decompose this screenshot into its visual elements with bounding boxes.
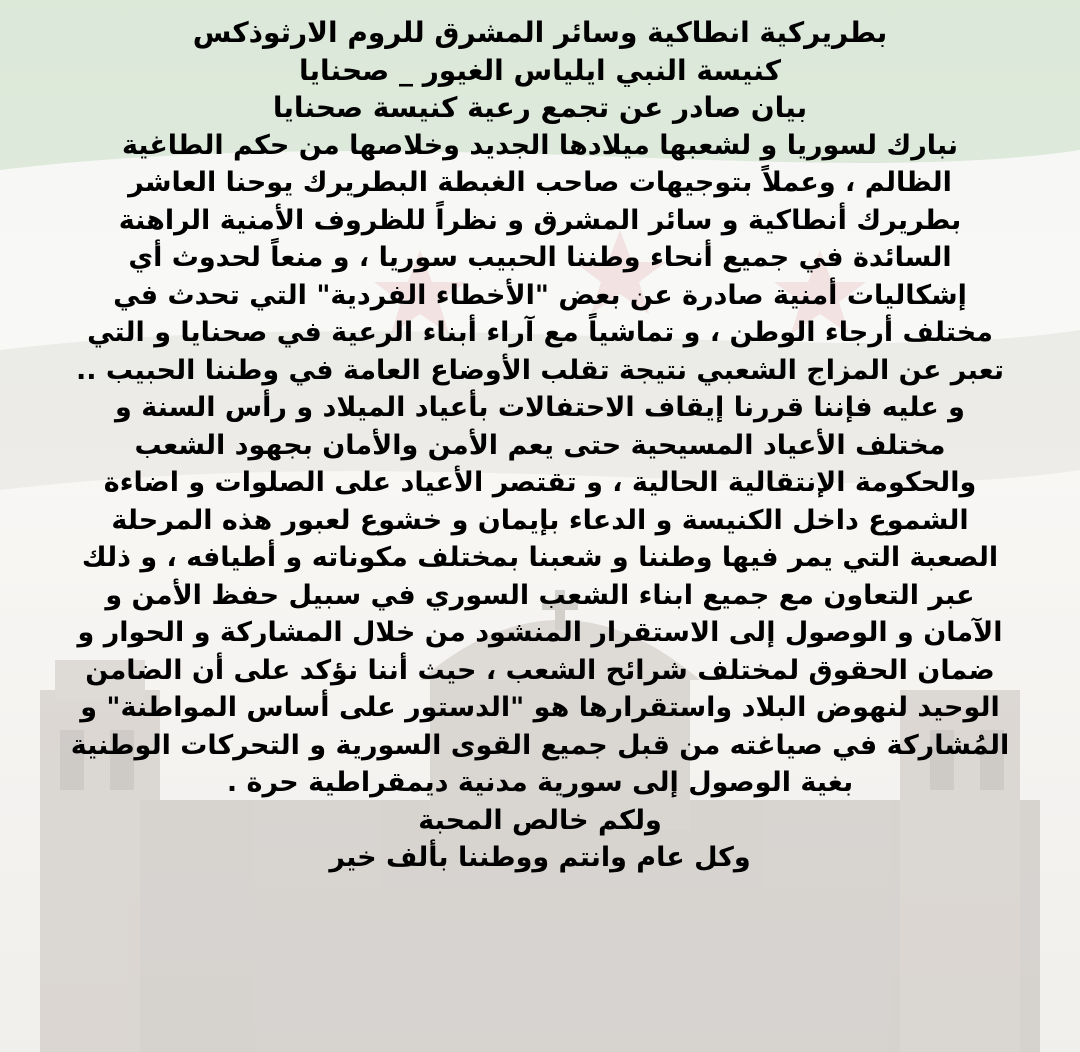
body-line: ضمان الحقوق لمختلف شرائح الشعب ، حيث أننا نؤكد على أن الضامن	[85, 654, 995, 686]
body-line: السائدة في جميع أنحاء وطننا الحبيب سوريا ، و منعاً لحدوث أي	[128, 242, 952, 273]
header-church-line: كنيسة النبي ايلياس الغيور _ صحنايا	[298, 53, 781, 87]
body-line: الآمان و الوصول إلى الاستقرار المنشود من خلال المشاركة و الحوار و	[77, 617, 1003, 648]
body-line: مختلف أرجاء الوطن ، و تماشياً مع آراء أبناء الرعية في صحنايا و التي	[87, 317, 993, 348]
body-line: الصعبة التي يمر فيها وطننا و شعبنا بمختلف مكوناته و أطيافه ، و ذلك	[81, 542, 999, 573]
closing-greeting-line: وكل عام وانتم ووطننا بألف خير	[329, 842, 751, 873]
body-line: بغية الوصول إلى سورية مدنية ديمقراطية حرة .	[226, 767, 854, 798]
body-line: إشكاليات أمنية صادرة عن بعض "الأخطاء الفردية" التي تحدث في	[113, 279, 967, 311]
body-line: و عليه فإننا قررنا إيقاف الاحتفالات بأعياد الميلاد و رأس السنة و	[115, 392, 965, 423]
body-line: المُشاركة في صياغته من قبل جميع القوى السورية و التحركات الوطنية	[70, 729, 1010, 761]
body-line: عبر التعاون مع جميع ابناء الشعب السوري في سبيل حفظ الأمن و	[105, 579, 975, 611]
body-line: بطريرك أنطاكية و سائر المشرق و نظراً للظروف الأمنية الراهنة	[118, 204, 962, 236]
body-line: الظالم ، وعملاً بتوجيهات صاحب الغبطة البطريرك يوحنا العاشر	[128, 167, 952, 198]
closing-regards-line: ولكم خالص المحبة	[418, 804, 662, 836]
body-line: الشموع داخل الكنيسة و الدعاء بإيمان و خشوع لعبور هذه المرحلة	[111, 504, 969, 536]
church-statement	[8, 14, 1072, 1046]
body-line: نبارك لسوريا و لشعبها ميلادها الجديد وخلاصها من حكم الطاغية	[121, 129, 959, 161]
header-statement-title: بيان صادر عن تجمع رعية كنيسة صحنايا	[272, 91, 808, 124]
body-line: مختلف الأعياد المسيحية حتى يعم الأمن والأمان بجهود الشعب	[134, 429, 946, 461]
body-line: والحكومة الإنتقالية الحالية ، و تقتصر الأعياد على الصلوات و اضاءة	[103, 467, 977, 498]
header-patriarchate-line: بطريركية انطاكية وسائر المشرق للروم الارثوذكس	[192, 16, 888, 49]
body-line: الوحيد لنهوض البلاد واستقرارها هو "الدستور على أساس المواطنة" و	[80, 692, 1000, 723]
body-line: تعبر عن المزاج الشعبي نتيجة تقلب الأوضاع العامة في وطننا الحبيب ..	[75, 354, 1005, 386]
